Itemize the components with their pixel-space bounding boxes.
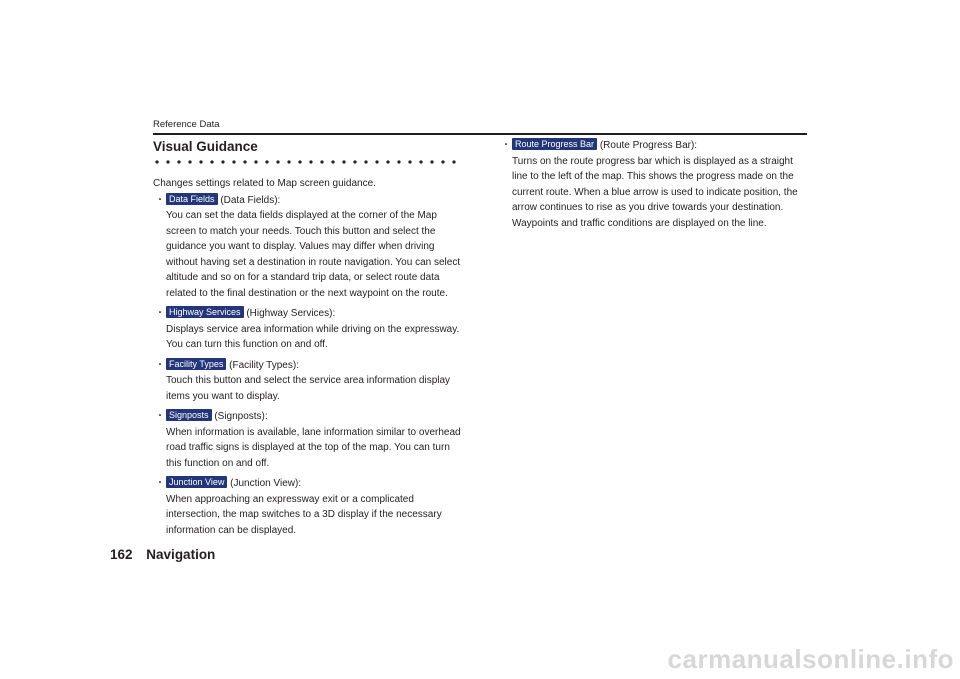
bullet: ・ [155, 359, 165, 371]
item-description: When information is available, lane information similar to overhead road traffic signs is displayed at the top of the map. You can turn this function on and off. [166, 426, 461, 469]
item-description: Displays service area information while driving on the expressway. You can turn this function on and off. [166, 323, 460, 350]
item-paren-label: (Highway Services): [246, 308, 336, 319]
junction-view-button[interactable]: Junction View [166, 476, 227, 488]
item-paren-label: (Signposts): [214, 411, 268, 422]
item-description: You can set the data fields displayed at the corner of the Map screen to match your needs. Touch this button and select the guidance you want to display. Values may differ when driving without having set a destination in route navigation. You can select altitude and so on for a standard trip data, or select route data related to the final destination or the next waypoint on the route. [166, 210, 461, 299]
item-description: When approaching an expressway exit or a complicated intersection, the map switches to a 3D display if the necessary information can be displayed. [166, 493, 442, 536]
list-item [153, 358, 465, 405]
right-column [499, 138, 807, 236]
item-description: Touch this button and select the service area information display items you want to display. [166, 375, 451, 402]
page-number: 162 [110, 547, 133, 562]
list-item [153, 306, 465, 353]
list-item [153, 476, 465, 538]
bullet: ・ [155, 308, 165, 319]
facility-types-button[interactable]: Facility Types [166, 358, 226, 370]
signposts-button[interactable]: Signposts [166, 409, 212, 421]
item-paren-label: (Route Progress Bar): [599, 140, 698, 151]
header-section-label: Reference Data [153, 119, 220, 130]
header-rule [153, 133, 807, 135]
highway-services-button[interactable]: Highway Services [166, 306, 244, 318]
left-column [153, 176, 465, 543]
list-item [153, 193, 465, 302]
data-fields-button[interactable]: Data Fields [166, 193, 218, 205]
chapter-name: Navigation [146, 547, 216, 562]
bullet: ・ [155, 411, 165, 422]
section-title: Visual Guidance [153, 139, 258, 154]
item-description: Turns on the route progress bar which is displayed as a straight line to the left of the map. This shows the progress made on the current route. When a blue arrow is used to indicate position, the arrow continues to rise as you drive towards your destination. Waypoints and traffic conditions are displayed on the line. [512, 155, 798, 229]
bullet: ・ [155, 194, 165, 206]
title-dot-divider [153, 158, 463, 166]
list-item [499, 138, 807, 231]
watermark: carmanualsonline.info [667, 644, 954, 674]
item-paren-label: (Data Fields): [220, 194, 281, 206]
item-paren-label: (Facility Types): [229, 359, 299, 371]
bullet: ・ [501, 140, 511, 151]
page-footer [110, 547, 215, 562]
section-intro: Changes settings related to Map screen guidance. [153, 178, 376, 189]
route-progress-bar-button[interactable]: Route Progress Bar [512, 138, 597, 150]
bullet: ・ [155, 478, 165, 489]
item-paren-label: (Junction View): [230, 478, 302, 489]
list-item [153, 409, 465, 471]
